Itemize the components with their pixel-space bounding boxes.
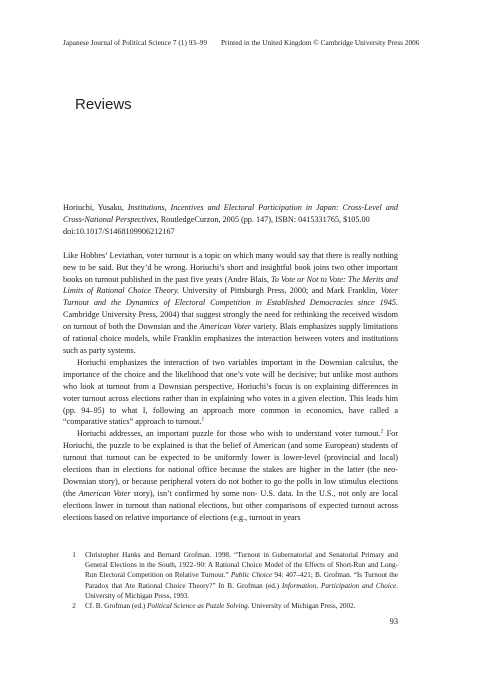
italic-title: Political Science as Puzzle Solving. — [147, 602, 250, 611]
text-run: 94: 407–421; B. Grofman. “Is Turnout the Paradox that Ate Rational Choice Theory?” In B. Grofman (ed.) — [85, 571, 398, 590]
text-run: For Horiuchi, the puzzle to be explained is that the belief of American (and some European) students of turnout that turnout can be expected to be uniformly lower is lower-level (provincial and local) elections than in elections for national office because the stakes are higher in the latter (the neo-Downsian story), or because peripheral voters do not bother to go the polls in low stimulus elections (the — [63, 429, 398, 498]
book-citation — [63, 202, 398, 238]
footnote-1 — [63, 550, 398, 601]
printed-notice: Printed in the United Kingdom © Cambridge University Press 2006 — [220, 39, 420, 47]
italic-title: American Voter — [78, 488, 131, 498]
citation-author: Horiuchi, Yusaku, — [63, 203, 128, 212]
text-run: University of Michigan Press, 2002. — [249, 602, 356, 611]
footnotes — [63, 550, 398, 611]
page-number: 93 — [389, 617, 398, 626]
text-run: Cambridge University Press, 2004) that suggest strongly the need for rethinking the received wisdom on turnout of both the Downsian and the — [63, 310, 398, 332]
paragraph-3 — [63, 428, 398, 523]
italic-title: To Vote or Not to Vote: The Merits and Limits of Rational Choice Theory. — [63, 274, 398, 296]
citation-details: , RoutledgeCurzon, 2005 (pp. 147), ISBN: 0415331765, $105.00 — [156, 214, 370, 224]
footnote-text — [85, 601, 398, 611]
text-run: University of Pittsburgh Press, 2000; and Mark Franklin, — [179, 286, 381, 296]
footnote-text — [85, 550, 398, 601]
footnote-number: 2 — [72, 602, 76, 611]
journal-citation: Japanese Journal of Political Science 7 (1) 93–99 — [63, 39, 207, 47]
italic-title: American Voter — [199, 322, 251, 332]
footnote-number: 1 — [72, 551, 76, 559]
text-run: Christopher Hanks and Bernard Grofman. 1998. “Turnout in Gubernatorial and Senatorial Primary and General Elections in the South, 1922–90: A Rational Choice Model of the Effects of Short-Run and Long-Run Electoral Competition on Relative Turnout.” — [85, 551, 398, 580]
text-run: Horiuchi addresses, an important puzzle for those who wish to understand voter turnout. — [77, 429, 381, 439]
article-body — [63, 202, 398, 524]
footnote-ref[interactable]: 1 — [201, 416, 205, 423]
section-title: Reviews — [75, 96, 132, 113]
citation-title: Institutions, Incentives and Electoral Participation in Japan: Cross-Level and Cross-National Perspectives — [63, 203, 399, 224]
text-run: University of Michigan Press, 1993. — [85, 591, 190, 600]
text-run: Like Hobbes’ Leviathan, voter turnout is a topic on which many would say that there is really nothing new to be said. But they’d be wrong. Horiuchi’s short and insightful book joins two other important books on turnout published in the past five years (Andre Blais, — [63, 250, 398, 284]
text-run: Cf. B. Grofman (ed.) — [85, 602, 148, 611]
text-run: story), isn’t confirmed by some non- U.S. data. In the U.S., not only are local elections lower in turnout than national elections, but other comparisons of expected turnout across elections based on relative importance of elections (e.g., turnout in years — [63, 488, 398, 522]
italic-title: Information, Participation and Choice. — [281, 581, 399, 590]
footnote-ref[interactable]: 2 — [380, 428, 384, 435]
citation-doi: doi:10.1017/S1468109906212167 — [63, 226, 175, 236]
paragraph-2 — [63, 357, 398, 428]
paragraph-1 — [63, 250, 398, 357]
italic-title: Public Choice — [230, 571, 273, 580]
footnote-2 — [63, 601, 398, 611]
running-head — [63, 39, 443, 47]
italic-title: Voter Turnout and the Dynamics of Electoral Competition in Established Democracies since 1945. — [63, 286, 398, 308]
text-run: Horiuchi emphasizes the interaction of two variables important in the Downsian calculus, the importance of the choice and the likelihood that one’s vote will be decisive; but unlike most authors who look at turnout from a Downsian perspective, Horiuchi’s focus is on explaining differences in voter turnout across elections rather than in explaining who votes in a given election. This leads him (pp. 94–95) to what I, following an approach more common in economics, have called a “comparative statics” approach to turnout. — [63, 357, 398, 427]
text-run: variety. Blais emphasizes supply limitations of rational choice models, while Franklin emphasizes the interaction between voters and institutions such as party systems. — [63, 322, 398, 355]
